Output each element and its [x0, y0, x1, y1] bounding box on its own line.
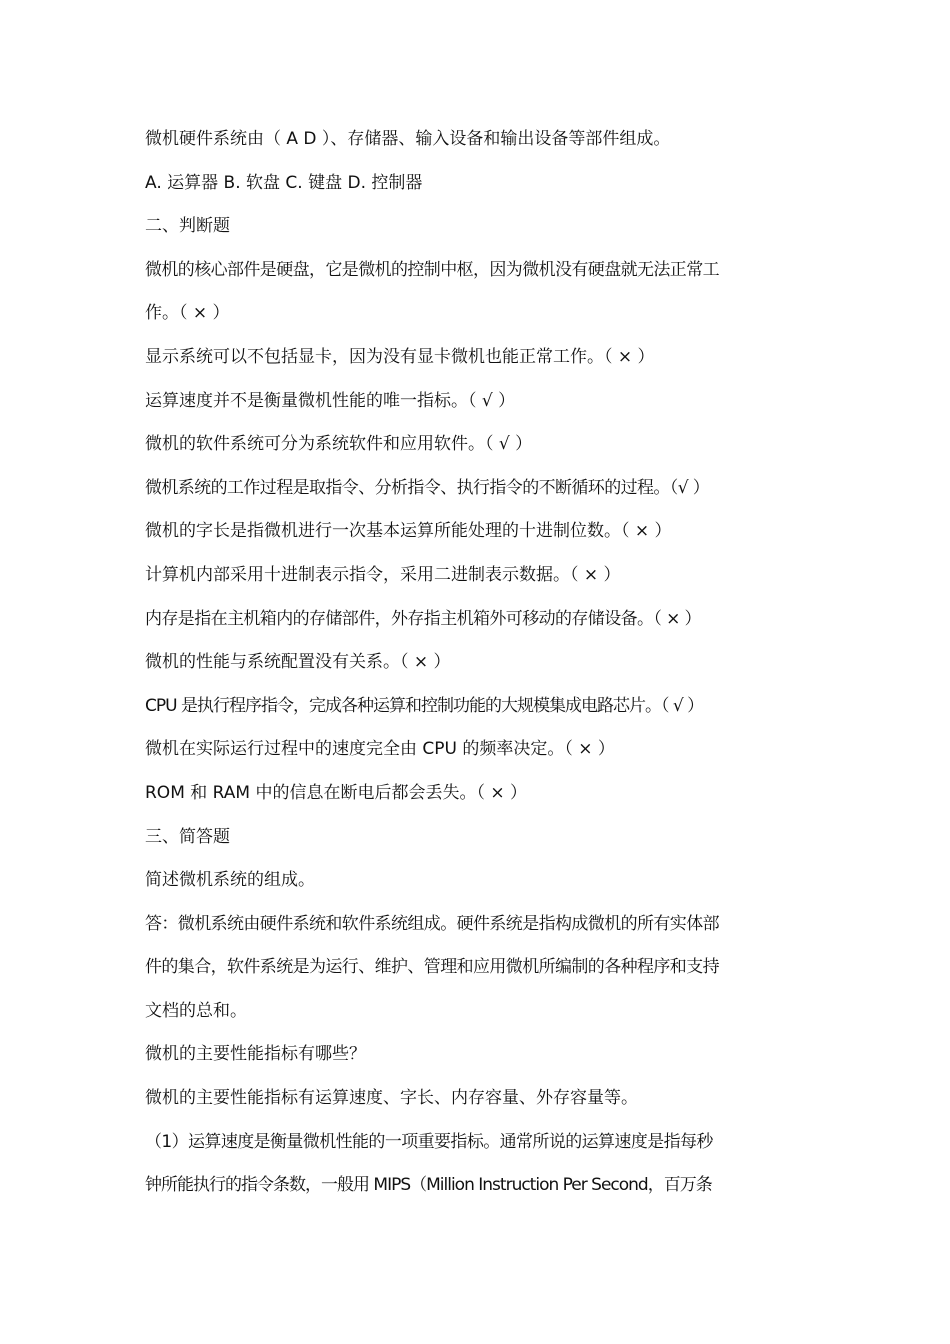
sa-answer-2-line-3: 钟所能执行的指令条数，一般用 MIPS（Million Instruction Per Second，百万条	[145, 1175, 712, 1196]
tf-question-6: 微机的字长是指微机进行一次基本运算所能处理的十进制位数。（ × ）	[145, 521, 672, 542]
tf-question-3: 运算速度并不是衡量微机性能的唯一指标。（ √ ）	[145, 390, 516, 411]
question-hardware-composition: 微机硬件系统由（ A D ）、存储器、输入设备和输出设备等部件组成。	[145, 129, 671, 149]
tf-question-11: 微机在实际运行过程中的速度完全由 CPU 的频率决定。（ × ）	[145, 739, 615, 760]
answer-options: A. 运算器 B. 软盘 C. 键盘 D. 控制器	[145, 172, 423, 193]
tf-question-2: 显示系统可以不包括显卡，因为没有显卡微机也能正常工作。（ × ）	[145, 346, 655, 367]
tf-question-1-continued: 作。（ × ）	[145, 303, 230, 324]
tf-question-9: 微机的性能与系统配置没有关系。（ × ）	[145, 652, 451, 673]
tf-question-5: 微机系统的工作过程是取指令、分析指令、执行指令的不断循环的过程。（√ ）	[145, 477, 710, 498]
sa-answer-1-line-3: 文档的总和。	[145, 1000, 247, 1021]
tf-question-4: 微机的软件系统可分为系统软件和应用软件。（ √ ）	[145, 434, 533, 455]
sa-question-2: 微机的主要性能指标有哪些？	[145, 1044, 366, 1065]
sa-answer-1-line-1: 答：微机系统由硬件系统和软件系统组成。硬件系统是指构成微机的所有实体部	[145, 913, 719, 934]
tf-question-8: 内存是指在主机箱内的存储部件，外存指主机箱外可移动的存储设备。（ × ）	[145, 608, 701, 629]
document-body	[145, 118, 810, 1208]
sa-answer-2-line-2: （1）运算速度是衡量微机性能的一项重要指标。通常所说的运算速度是指每秒	[145, 1131, 713, 1152]
tf-question-10: CPU 是执行程序指令，完成各种运算和控制功能的大规模集成电路芯片。（ √ ）	[145, 695, 704, 716]
sa-answer-2-line-1: 微机的主要性能指标有运算速度、字长、内存容量、外存容量等。	[145, 1088, 638, 1109]
section-heading-short-answer: 三、简答题	[145, 826, 230, 847]
tf-question-12: ROM 和 RAM 中的信息在断电后都会丢失。（ × ）	[145, 782, 528, 803]
sa-answer-1-line-2: 件的集合，软件系统是为运行、维护、管理和应用微机所编制的各种程序和支持	[145, 957, 719, 978]
tf-question-1: 微机的核心部件是硬盘，它是微机的控制中枢，因为微机没有硬盘就无法正常工	[145, 259, 719, 280]
sa-question-1: 简述微机系统的组成。	[145, 870, 315, 891]
tf-question-7: 计算机内部采用十进制表示指令，采用二进制表示数据。（ × ）	[145, 564, 621, 585]
section-heading-true-false: 二、判断题	[145, 216, 230, 237]
